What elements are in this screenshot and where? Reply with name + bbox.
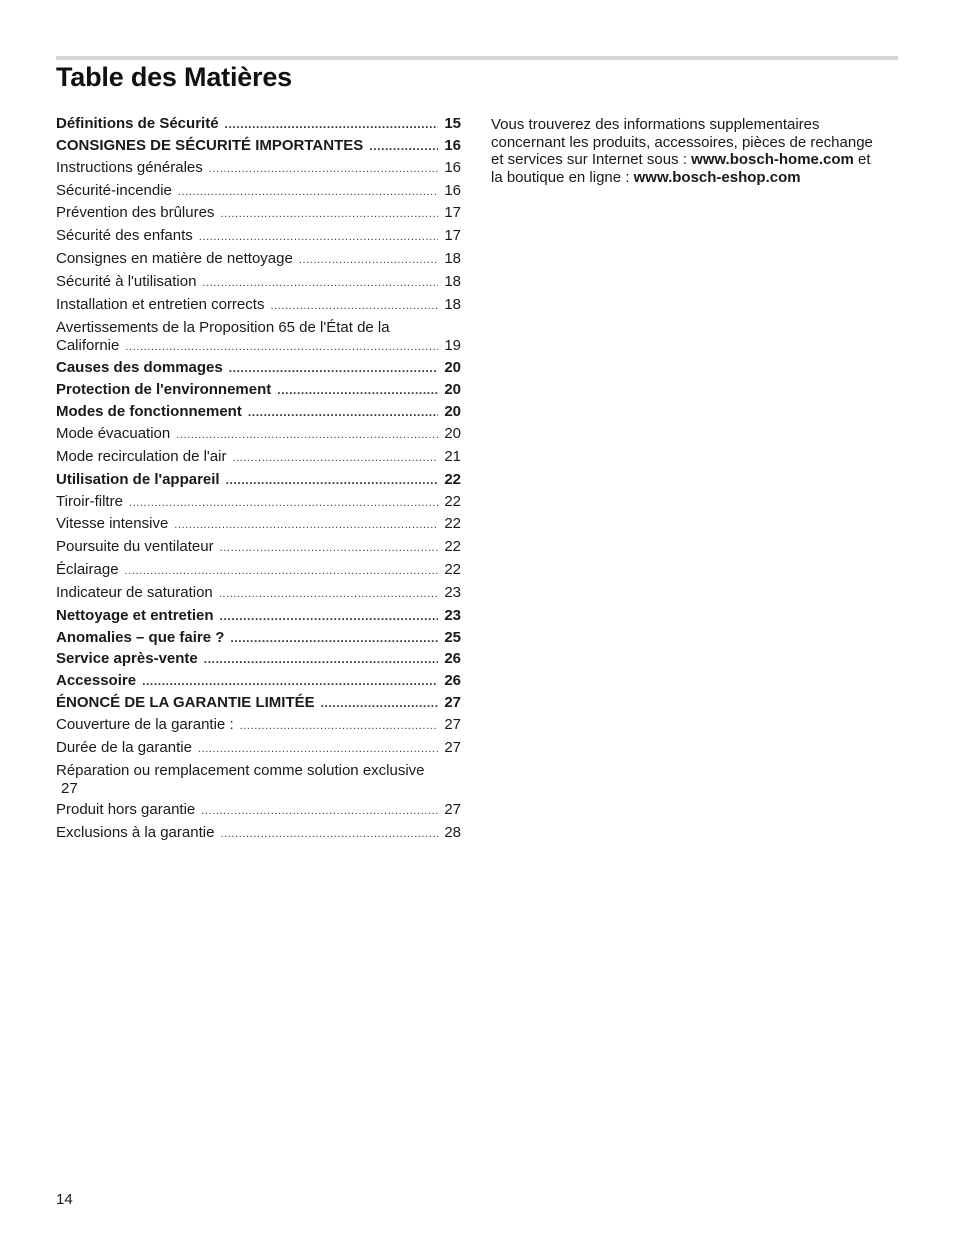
toc-leader-dots xyxy=(270,297,438,315)
toc-entry[interactable] xyxy=(56,584,461,603)
toc-leader-dots xyxy=(174,516,438,534)
toc-entry-title: Produit hors garantie xyxy=(56,801,196,819)
toc-entry-page: 20 xyxy=(444,359,461,377)
toc-entry[interactable] xyxy=(56,296,461,315)
page-title: Table des Matières xyxy=(56,62,292,92)
toc-entry-page: 22 xyxy=(444,515,461,533)
toc-entry-title: Réparation ou remplacement comme solution exclusive xyxy=(56,761,425,779)
toc-entry-title-line: Avertissements de la Proposition 65 de l'État de la xyxy=(56,318,390,336)
bosch-eshop-link[interactable]: www.bosch-eshop.com xyxy=(633,168,801,186)
toc-entry[interactable] xyxy=(56,629,461,647)
toc-entry[interactable] xyxy=(56,801,461,820)
toc-entry[interactable] xyxy=(56,471,461,489)
toc-entry-page: 22 xyxy=(444,561,461,579)
toc-entry[interactable] xyxy=(56,227,461,246)
toc-entry-page: 17 xyxy=(444,204,461,222)
toc-entry-page: 20 xyxy=(444,403,461,421)
toc-entry[interactable] xyxy=(56,716,461,735)
toc-leader-dots xyxy=(240,717,439,735)
info-text-2: et la boutique en ligne : xyxy=(491,151,871,186)
toc-entry[interactable] xyxy=(56,403,461,421)
toc-entry[interactable] xyxy=(56,273,461,292)
toc-entry-title: Installation et entretien corrects xyxy=(56,295,265,313)
toc-leader-dots xyxy=(299,251,438,269)
toc-entry-title: Service après-vente xyxy=(56,650,198,668)
toc-leader-dots xyxy=(199,228,439,246)
toc-entry-title: ÉNONCÉ DE LA GARANTIE LIMITÉE xyxy=(56,694,315,712)
toc-entry-page: 16 xyxy=(444,158,461,176)
toc-entry-page: 27 xyxy=(444,738,461,756)
toc-leader-dots xyxy=(198,740,438,758)
toc-leader-dots xyxy=(125,338,438,356)
header-rule xyxy=(56,56,898,60)
toc-entry[interactable] xyxy=(56,824,461,843)
toc-entry[interactable] xyxy=(56,493,461,512)
toc-entry-title: CONSIGNES DE SÉCURITÉ IMPORTANTES xyxy=(56,136,364,154)
toc-entry[interactable] xyxy=(56,561,461,580)
toc-leader-dots xyxy=(321,694,439,712)
toc-entry-title: Tiroir-filtre xyxy=(56,492,123,510)
toc-entry-title-continued: Californie xyxy=(56,336,120,354)
toc-entry-page: 18 xyxy=(444,295,461,313)
toc-leader-dots xyxy=(277,381,438,399)
toc-entry[interactable] xyxy=(56,650,461,668)
toc-leader-dots xyxy=(219,585,439,603)
toc-entry-title: Mode recirculation de l'air xyxy=(56,447,227,465)
toc-leader-dots xyxy=(220,825,438,843)
toc-entry-title: Nettoyage et entretien xyxy=(56,606,214,624)
toc-entry[interactable] xyxy=(56,381,461,399)
toc-entry-page: 26 xyxy=(444,672,461,690)
toc-entry-title: Protection de l'environnement xyxy=(56,381,272,399)
toc-entry-page: 18 xyxy=(444,272,461,290)
toc-entry-page: 28 xyxy=(444,824,461,842)
toc-entry-page: 27 xyxy=(444,715,461,733)
toc-entry-title: Sécurité à l'utilisation xyxy=(56,272,197,290)
toc-entry-page: 18 xyxy=(444,250,461,268)
toc-entry[interactable] xyxy=(56,538,461,557)
toc-entry[interactable] xyxy=(56,607,461,625)
toc-entry[interactable] xyxy=(56,319,461,356)
toc-leader-dots xyxy=(202,274,438,292)
toc-entry[interactable] xyxy=(56,672,461,690)
toc-entry-page: 20 xyxy=(444,381,461,399)
toc-entry-page: 23 xyxy=(444,606,461,624)
toc-leader-dots xyxy=(129,494,438,512)
toc-entry-page: 22 xyxy=(444,470,461,488)
toc-entry-title: Éclairage xyxy=(56,561,119,579)
toc-entry-title: Accessoire xyxy=(56,672,137,690)
info-paragraph xyxy=(491,116,879,186)
toc-entry-title: Anomalies – que faire ? xyxy=(56,628,225,646)
toc-entry-title: Durée de la garantie xyxy=(56,738,192,756)
toc-entry-title: Utilisation de l'appareil xyxy=(56,470,220,488)
toc-entry[interactable] xyxy=(56,448,461,467)
toc-entry[interactable] xyxy=(56,425,461,444)
toc-entry-title: Consignes en matière de nettoyage xyxy=(56,250,293,268)
toc-entry-page: 19 xyxy=(444,336,461,354)
toc-entry-title: Prévention des brûlures xyxy=(56,204,215,222)
toc-entry-page: 27 xyxy=(444,694,461,712)
toc-entry-page: 23 xyxy=(444,583,461,601)
toc-entry-page: 21 xyxy=(444,447,461,465)
toc-leader-dots xyxy=(248,403,438,421)
toc-entry-title: Causes des dommages xyxy=(56,359,223,377)
toc-entry-title: Sécurité-incendie xyxy=(56,181,172,199)
toc-entry-page: 22 xyxy=(444,492,461,510)
toc-entry[interactable] xyxy=(56,115,461,133)
toc-entry-page: 16 xyxy=(444,136,461,154)
toc-entry-page: 16 xyxy=(444,181,461,199)
bosch-home-link[interactable]: www.bosch-home.com xyxy=(691,151,854,168)
toc-entry[interactable] xyxy=(56,159,461,178)
toc-leader-dots xyxy=(220,205,438,223)
toc-entry-title: Instructions générales xyxy=(56,158,203,176)
toc-leader-dots xyxy=(178,183,438,201)
toc-entry-page: 25 xyxy=(444,628,461,646)
toc-entry-page: 22 xyxy=(444,538,461,556)
toc-entry-page: 27 xyxy=(444,801,461,819)
toc-entry-page: 27 xyxy=(61,779,78,797)
toc-entry-title: Couverture de la garantie : xyxy=(56,715,234,733)
info-text-1: Vous trouverez des informations supplementaires concernant les produits, accessoires, pièces de rechange et services sur Internet sous : xyxy=(491,116,873,168)
toc-entry[interactable] xyxy=(56,359,461,377)
toc-entry-title: Exclusions à la garantie xyxy=(56,824,215,842)
toc-entry-title: Vitesse intensive xyxy=(56,515,169,533)
toc-leader-dots xyxy=(230,629,438,647)
toc-entry[interactable] xyxy=(56,762,461,798)
toc-leader-dots xyxy=(226,471,439,489)
toc-leader-dots xyxy=(209,160,439,178)
toc-entry[interactable] xyxy=(56,137,461,155)
page-number: 14 xyxy=(56,1191,73,1208)
toc-entry[interactable] xyxy=(56,204,461,223)
toc-leader-dots xyxy=(220,539,439,557)
toc-leader-dots xyxy=(125,562,439,580)
toc-leader-dots xyxy=(142,672,438,690)
toc-leader-dots xyxy=(232,449,438,467)
toc-entry-page: 20 xyxy=(444,424,461,442)
toc-leader-dots xyxy=(201,802,438,820)
toc-leader-dots xyxy=(369,137,438,155)
toc-entry-title: Définitions de Sécurité xyxy=(56,115,219,132)
toc-entry-page: 15 xyxy=(444,115,461,132)
toc-entry-title: Sécurité des enfants xyxy=(56,227,193,245)
toc-entry-title: Indicateur de saturation xyxy=(56,583,213,601)
toc-entry-title: Mode évacuation xyxy=(56,424,171,442)
toc-leader-dots xyxy=(176,426,438,444)
toc-entry-title: Modes de fonctionnement xyxy=(56,403,242,421)
toc-entry[interactable] xyxy=(56,694,461,712)
toc-entry[interactable] xyxy=(56,250,461,269)
toc-leader-dots xyxy=(225,115,439,133)
table-of-contents xyxy=(56,115,461,847)
toc-entry[interactable] xyxy=(56,182,461,201)
toc-leader-dots xyxy=(229,359,439,377)
toc-leader-dots xyxy=(220,607,439,625)
toc-entry-page: 26 xyxy=(444,650,461,668)
toc-entry[interactable] xyxy=(56,515,461,534)
toc-entry-page: 17 xyxy=(444,227,461,245)
toc-entry-title: Poursuite du ventilateur xyxy=(56,538,214,556)
toc-leader-dots xyxy=(204,650,439,668)
toc-entry[interactable] xyxy=(56,739,461,758)
